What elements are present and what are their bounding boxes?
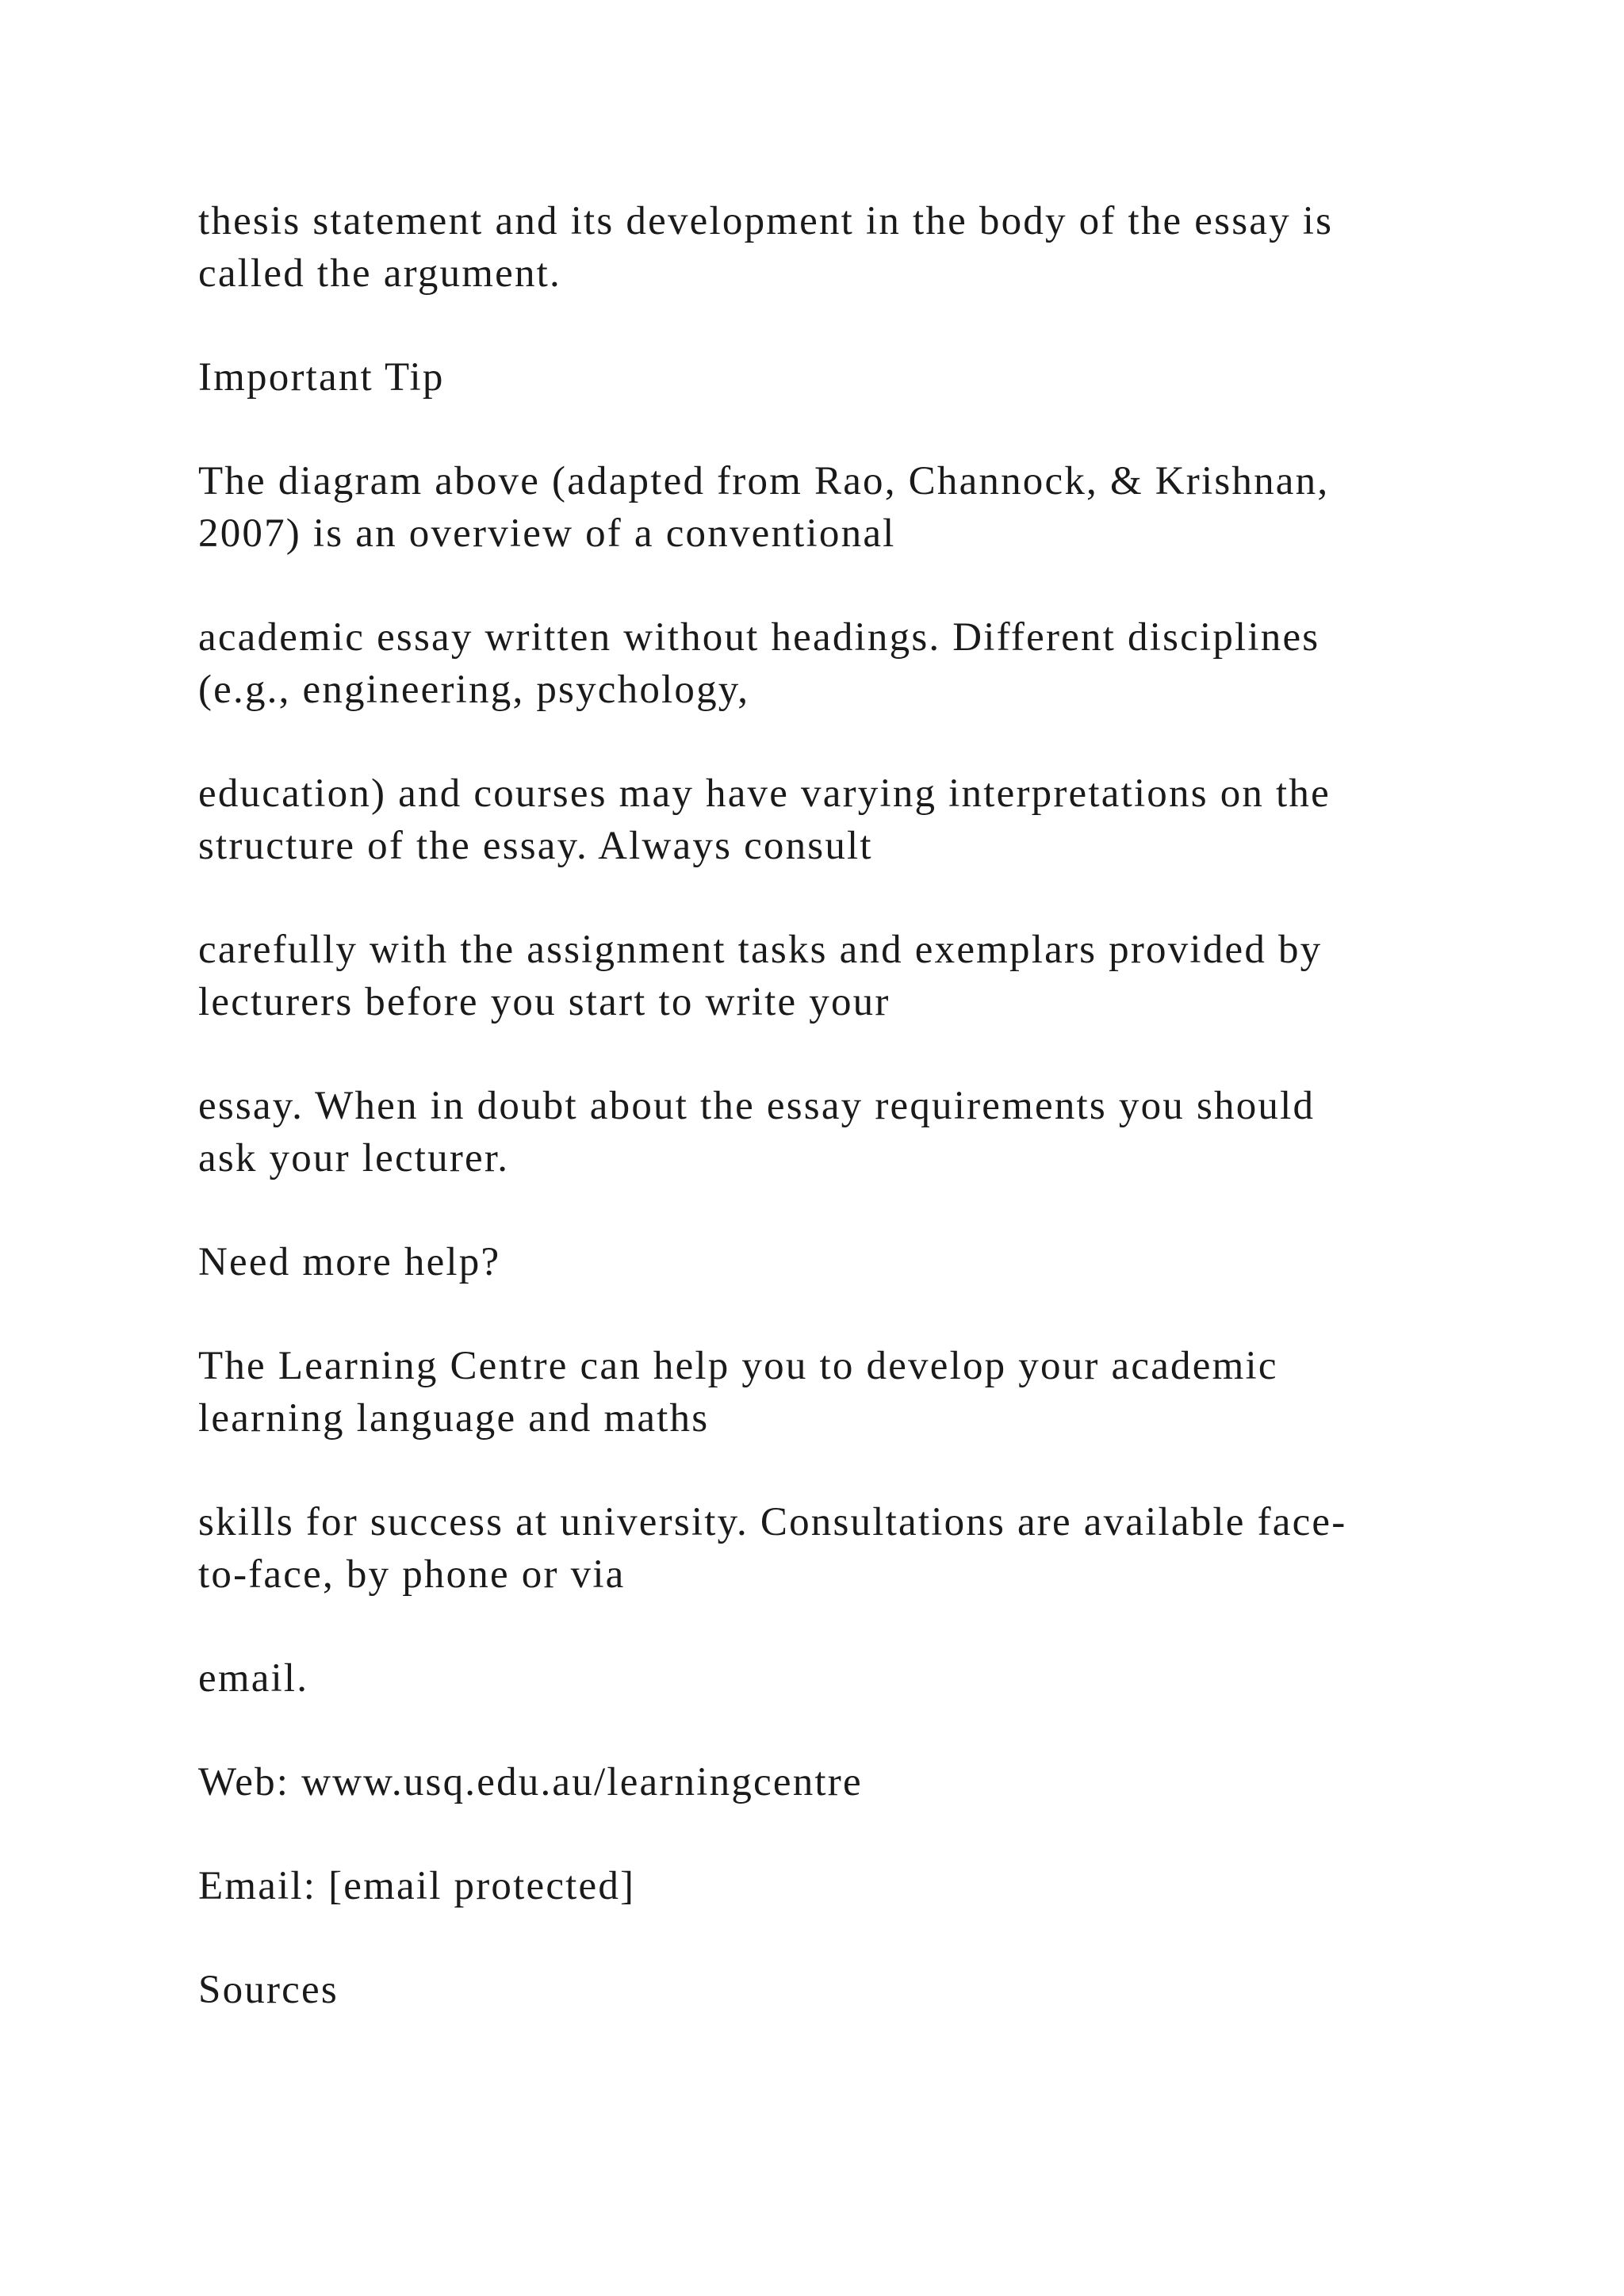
paragraph-diagram-overview: The diagram above (adapted from Rao, Channock, & Krishnan, 2007) is an overview of a conventional <box>198 459 1330 556</box>
paragraph-consultations: skills for success at university. Consultations are available face- to-face, by phone or via <box>198 1500 1347 1597</box>
paragraph-ask-lecturer: essay. When in doubt about the essay requirements you should ask your lecturer. <box>198 1084 1316 1181</box>
paragraph-consult-lecturers: carefully with the assignment tasks and exemplars provided by lecturers before you start to write your <box>198 928 1323 1024</box>
heading-need-more-help: Need more help? <box>198 1240 501 1284</box>
paragraph-interpretations: education) and courses may have varying interpretations on the structure of the essay. Always consult <box>198 771 1331 868</box>
paragraph-argument-definition: thesis statement and its development in the body of the essay is called the argument. <box>198 199 1334 296</box>
web-link-text: Web: www.usq.edu.au/learningcentre <box>198 1760 863 1804</box>
heading-important-tip: Important Tip <box>198 355 445 400</box>
heading-sources: Sources <box>198 1968 339 2012</box>
paragraph-disciplines: academic essay written without headings. Different disciplines (e.g., engineering, psychology, <box>198 615 1320 712</box>
paragraph-email-word: email. <box>198 1656 309 1701</box>
paragraph-learning-centre: The Learning Centre can help you to develop your academic learning language and maths <box>198 1344 1278 1441</box>
email-contact-text: Email: [email protected] <box>198 1864 636 1908</box>
document-body <box>198 195 1467 2068</box>
